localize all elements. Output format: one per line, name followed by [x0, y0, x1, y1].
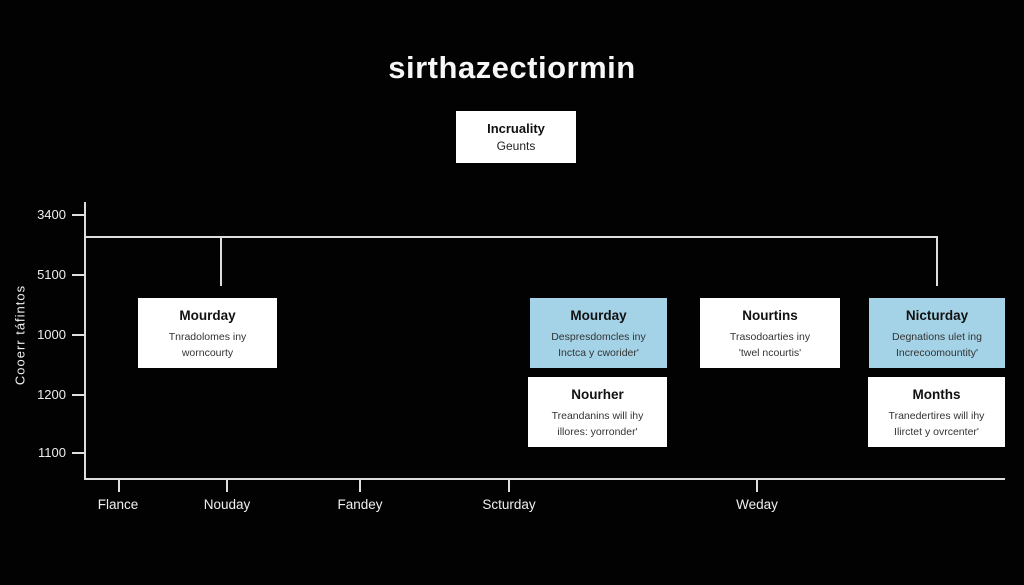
node-text-line: Increcoomountity'	[896, 346, 978, 359]
node-nourtins	[700, 298, 840, 368]
y-tick-label: 3400	[37, 207, 66, 222]
node-text-line: Degnations ulet ing	[892, 331, 982, 343]
x-tick	[756, 480, 758, 492]
x-tick-label: Nouday	[203, 497, 251, 512]
node-title: Mourday	[179, 308, 236, 323]
y-tick	[72, 214, 84, 216]
node-text-line: Tnradolomes iny	[168, 331, 247, 343]
node-text-line: Ilirctet y ovrcenter'	[894, 425, 979, 438]
node-nourher	[528, 377, 667, 447]
node-text-line: illores: yorronder'	[557, 425, 638, 438]
y-tick-label: 1200	[37, 387, 66, 402]
node-title: Nourtins	[742, 308, 798, 323]
x-tick-label: Weday	[736, 497, 778, 512]
node-text-line: Trasodoarties iny	[729, 331, 811, 343]
node-title: Nourher	[571, 387, 624, 402]
node-text-line: Tranedertires will ihy	[888, 410, 985, 422]
y-tick	[72, 274, 84, 276]
node-text-line: Treandanins will ihy	[551, 410, 644, 422]
node-title: Mourday	[570, 308, 627, 323]
node-mourday-2	[530, 298, 667, 368]
node-months	[868, 377, 1005, 447]
connector-drop-left	[220, 236, 222, 286]
x-tick	[118, 480, 120, 492]
x-tick-label: Flance	[97, 497, 139, 512]
y-tick	[72, 394, 84, 396]
node-text-line: Despresdomcles iny	[551, 331, 646, 343]
connector-horizontal-line	[84, 236, 938, 238]
y-tick	[72, 452, 84, 454]
x-tick	[508, 480, 510, 492]
x-tick-label: Scturday	[482, 497, 536, 512]
legend-line-1: Incruality	[487, 121, 545, 136]
node-text-line: Inctca y cworider'	[558, 346, 639, 359]
y-tick-label: 5100	[37, 267, 66, 282]
node-text-line: worncourty	[181, 346, 234, 359]
x-tick	[359, 480, 361, 492]
y-axis-line	[84, 202, 86, 480]
node-title: Months	[912, 387, 961, 402]
y-tick-label: 1000	[37, 327, 66, 342]
node-nicturday	[869, 298, 1005, 368]
x-tick	[226, 480, 228, 492]
x-tick-label: Fandey	[337, 497, 383, 512]
node-text-line: 'twel ncourtis'	[738, 346, 802, 359]
connector-drop-right	[936, 236, 938, 286]
node-title: Nicturday	[905, 308, 969, 323]
legend-line-2: Geunts	[496, 139, 536, 153]
y-tick-label: 1100	[38, 445, 66, 460]
y-tick	[72, 334, 84, 336]
page-title: sirthazectiormin	[388, 50, 636, 85]
legend-box	[456, 111, 576, 163]
x-axis-line	[84, 478, 1005, 480]
node-mourday-1	[138, 298, 277, 368]
y-axis-title: Cooerr táfintos	[12, 284, 28, 386]
